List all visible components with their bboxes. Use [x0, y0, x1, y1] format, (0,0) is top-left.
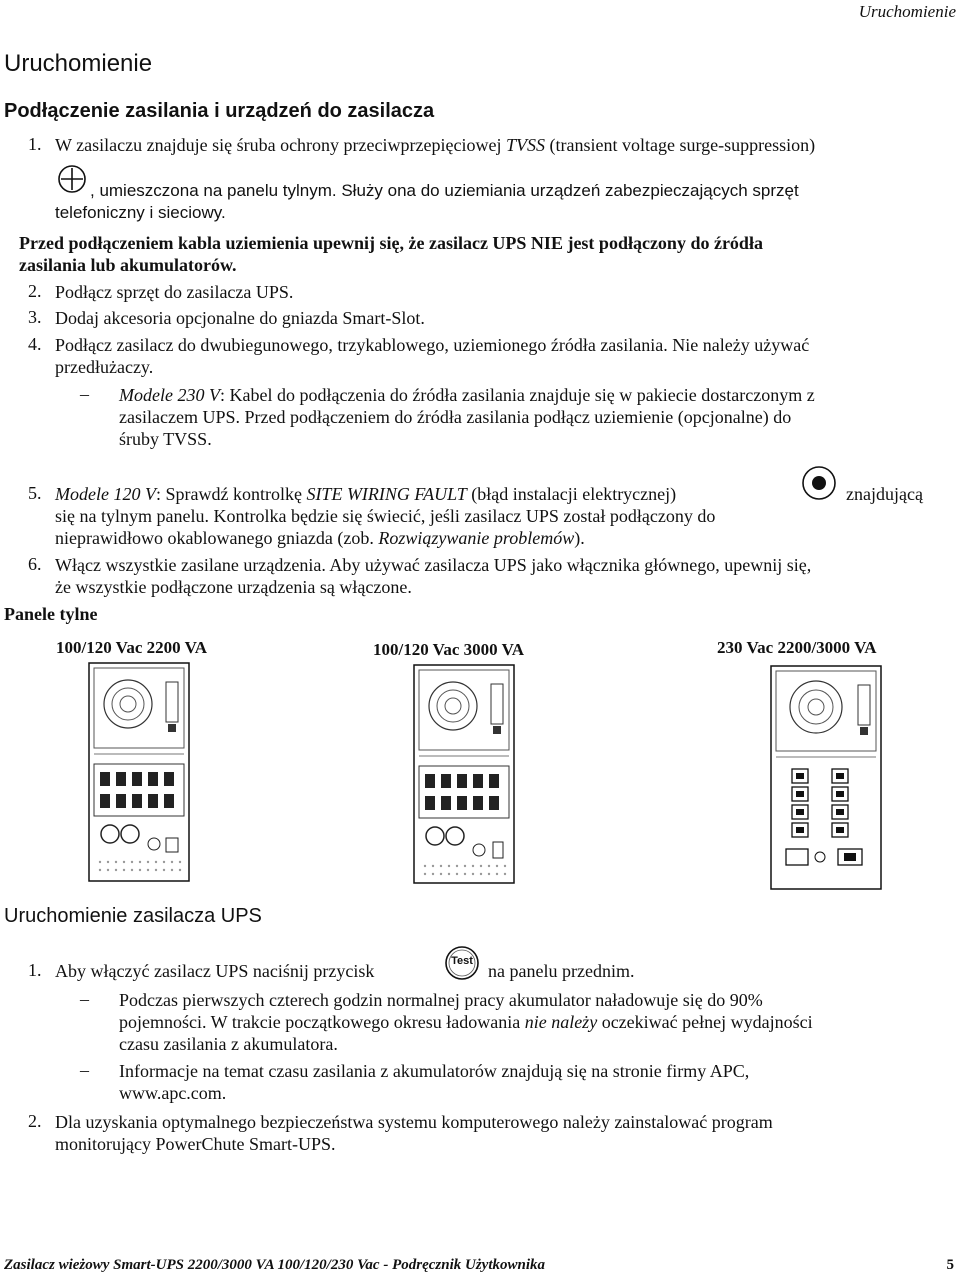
- step5-line3: [55, 527, 585, 550]
- troubleshooting-reference: Rozwiązywanie problemów: [378, 528, 575, 548]
- startup-step2-line1: Dla uzyskania optymalnego bezpieczeństwa systemu komputerowego należy zainstalować program: [55, 1112, 773, 1132]
- site-wiring-fault-term: SITE WIRING FAULT: [306, 484, 467, 504]
- rear-panel-3000-illustration: [413, 664, 515, 884]
- startup-step1-text: Aby włączyć zasilacz UPS naciśnij przycisk: [55, 961, 375, 981]
- step5-line3-text: nieprawidłowo okablowanego gniazda (zob.: [55, 528, 374, 548]
- rear-panel-2200-illustration: [88, 662, 190, 882]
- test-button-icon: [444, 945, 480, 981]
- step5-text-c: znajdującą: [846, 484, 923, 504]
- page-title: Uruchomienie: [4, 50, 153, 77]
- section-heading-connect: Podłączenie zasilania i urządzeń do zasilacza: [4, 100, 435, 122]
- bullet1-text-a: pojemności. W trakcie początkowego okresu ładowania: [119, 1012, 521, 1032]
- bullet1-emphasis: nie należy: [524, 1012, 598, 1032]
- warning-line2: zasilania lub akumulatorów.: [19, 255, 237, 275]
- step4-line1: Podłącz zasilacz do dwubiegunowego, trzykablowego, uziemionego źródła zasilania. Nie należy używać: [55, 335, 810, 355]
- step4-bullet-line2: zasilaczem UPS. Przed podłączeniem do źródła zasilania podłącz uziemienie (opcjonalne) do: [119, 407, 792, 427]
- step4-bullet-line3: śruby TVSS.: [119, 429, 212, 449]
- step5-text-b: (błąd instalacji elektrycznej): [471, 484, 677, 504]
- startup-bullet2-line1: Informacje na temat czasu zasilania z akumulatorów znajdują się na stronie firmy APC,: [119, 1061, 750, 1081]
- step-number: 6.: [28, 554, 42, 574]
- step-number: 3.: [28, 307, 42, 327]
- step5-line3-end: ).: [574, 528, 585, 548]
- panel-title-230: 230 Vac 2200/3000 VA: [717, 638, 877, 657]
- step-number: 4.: [28, 334, 42, 354]
- panels-heading: Panele tylne: [4, 604, 98, 624]
- panel-title-3000: 100/120 Vac 3000 VA: [373, 640, 524, 659]
- startup-bullet1-line3: czasu zasilania z akumulatora.: [119, 1034, 338, 1054]
- section-heading-startup: Uruchomienie zasilacza UPS: [4, 905, 262, 927]
- footer-text: Zasilacz wieżowy Smart-UPS 2200/3000 VA 100/120/230 Vac - Podręcznik Użytkownika: [4, 1257, 545, 1273]
- warning-line1: Przed podłączeniem kabla uziemienia upewnij się, że zasilacz UPS NIE jest podłączony do źródła: [19, 233, 763, 253]
- bullet1-text-b: oczekiwać pełnej wydajności: [601, 1012, 813, 1032]
- step-number: 2.: [28, 281, 42, 301]
- step1-text-b: (transient voltage surge-suppression): [549, 135, 816, 155]
- bullet-text: : Kabel do podłączenia do źródła zasilania znajduje się w pakiecie dostarczonym z: [219, 385, 815, 405]
- test-button-label: Test: [451, 955, 473, 967]
- bullet-dash: –: [80, 989, 89, 1009]
- step4-bullet-line1: [119, 384, 815, 407]
- step4-line2: przedłużaczy.: [55, 357, 154, 377]
- rear-panel-230-illustration: [770, 665, 882, 890]
- step-number: 1.: [28, 134, 42, 154]
- startup-bullet1-line2: [119, 1011, 813, 1034]
- step3-text: Dodaj akcesoria opcjonalne do gniazda Smart-Slot.: [55, 308, 425, 328]
- step1-text: W zasilaczu znajduje się śruba ochrony przeciwprzepięciowej: [55, 135, 502, 155]
- bullet-dash: –: [80, 1060, 89, 1080]
- bullet-dash: –: [80, 384, 89, 404]
- tvss-term: TVSS: [505, 135, 545, 155]
- model-120-label: Modele 120 V: [55, 484, 156, 504]
- ground-screw-icon: [57, 164, 87, 194]
- step-number: 5.: [28, 483, 42, 503]
- panel-title-2200: 100/120 Vac 2200 VA: [56, 638, 207, 657]
- step1-line3: telefoniczny i sieciowy.: [55, 203, 226, 222]
- step5-line2: się na tylnym panelu. Kontrolka będzie się świecić, jeśli zasilacz UPS został podłączony do: [55, 506, 716, 526]
- startup-step2-line2: monitorujący PowerChute Smart-UPS.: [55, 1134, 336, 1154]
- step5-line1: [55, 483, 676, 506]
- step1-line1: [55, 134, 815, 157]
- step6-line2: że wszystkie podłączone urządzenia są włączone.: [55, 577, 412, 597]
- step1-line2: , umieszczona na panelu tylnym. Służy ona do uziemiania urządzeń zabezpieczających sprzęt: [90, 181, 799, 200]
- model-230-label: Modele 230 V: [119, 385, 220, 405]
- step-number: 1.: [28, 960, 42, 980]
- running-header: Uruchomienie: [858, 2, 956, 21]
- step6-line1: Włącz wszystkie zasilane urządzenia. Aby używać zasilacza UPS jako włącznika głównego, upewnij się,: [55, 555, 812, 575]
- startup-bullet1-line1: Podczas pierwszych czterech godzin normalnej pracy akumulator naładowuje się do 90%: [119, 990, 763, 1010]
- page-number: 5: [946, 1257, 954, 1273]
- step2-text: Podłącz sprzęt do zasilacza UPS.: [55, 282, 294, 302]
- startup-step1-text-b: na panelu przednim.: [488, 961, 635, 981]
- site-wiring-fault-led-icon: [801, 465, 837, 501]
- step-number: 2.: [28, 1111, 42, 1131]
- startup-bullet2-line2: www.apc.com.: [119, 1083, 227, 1103]
- step5-text-a: : Sprawdź kontrolkę: [155, 484, 302, 504]
